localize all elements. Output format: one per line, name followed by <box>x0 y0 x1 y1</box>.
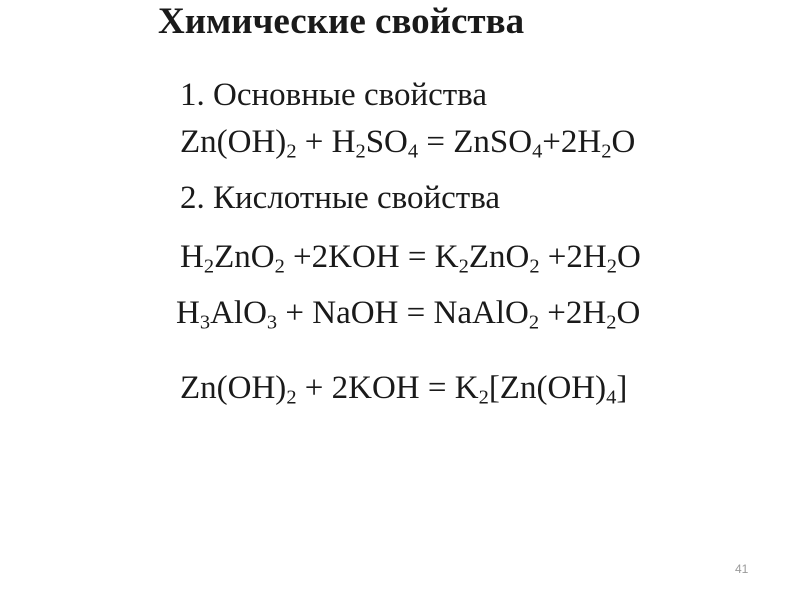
page-number: 41 <box>735 562 749 576</box>
heading-basic-properties: 1. Основные свойства <box>180 77 487 113</box>
reaction-zn-oh2-koh: $Zn(OH)_2 + 2KOH = K_2[Zn(OH)_4]$ <box>180 370 628 409</box>
subscript: 2 <box>606 311 617 334</box>
subscript: 2 <box>606 255 617 278</box>
subscript: 2 <box>601 140 612 163</box>
heading-acidic-properties: 2. Кислотные свойства <box>180 180 501 216</box>
subscript: 2 <box>355 140 366 163</box>
subscript: 4 <box>606 386 617 409</box>
subscript: 2 <box>274 255 285 278</box>
subscript: 3 <box>266 311 278 334</box>
subscript: 2 <box>286 386 297 409</box>
reaction-h2zno2-koh: $H_2ZnO_2 +2KOH = K_2ZnO_2 +2H_2O$ <box>180 239 641 278</box>
subscript: 2 <box>203 255 215 278</box>
subscript: 2 <box>478 386 489 409</box>
reaction-h3alo3-naoh: $H_3AlO_3$ + NaOH = NaAlO$_2$ $+2H_2O$ <box>176 295 641 334</box>
subscript: 4 <box>407 140 419 163</box>
subscript: 2 <box>529 255 540 278</box>
slide-title: Химические свойства <box>158 1 525 42</box>
subscript: 4 <box>532 140 543 163</box>
subscript: 3 <box>199 311 211 334</box>
subscript: 2 <box>458 255 469 278</box>
reaction-zn-oh2-h2so4: $Zn(OH)_2 + H_2SO_4$ = $ZnSO_4+2H_2O$ <box>180 124 636 163</box>
subscript: 2 <box>528 311 540 334</box>
subscript: 2 <box>286 140 297 163</box>
